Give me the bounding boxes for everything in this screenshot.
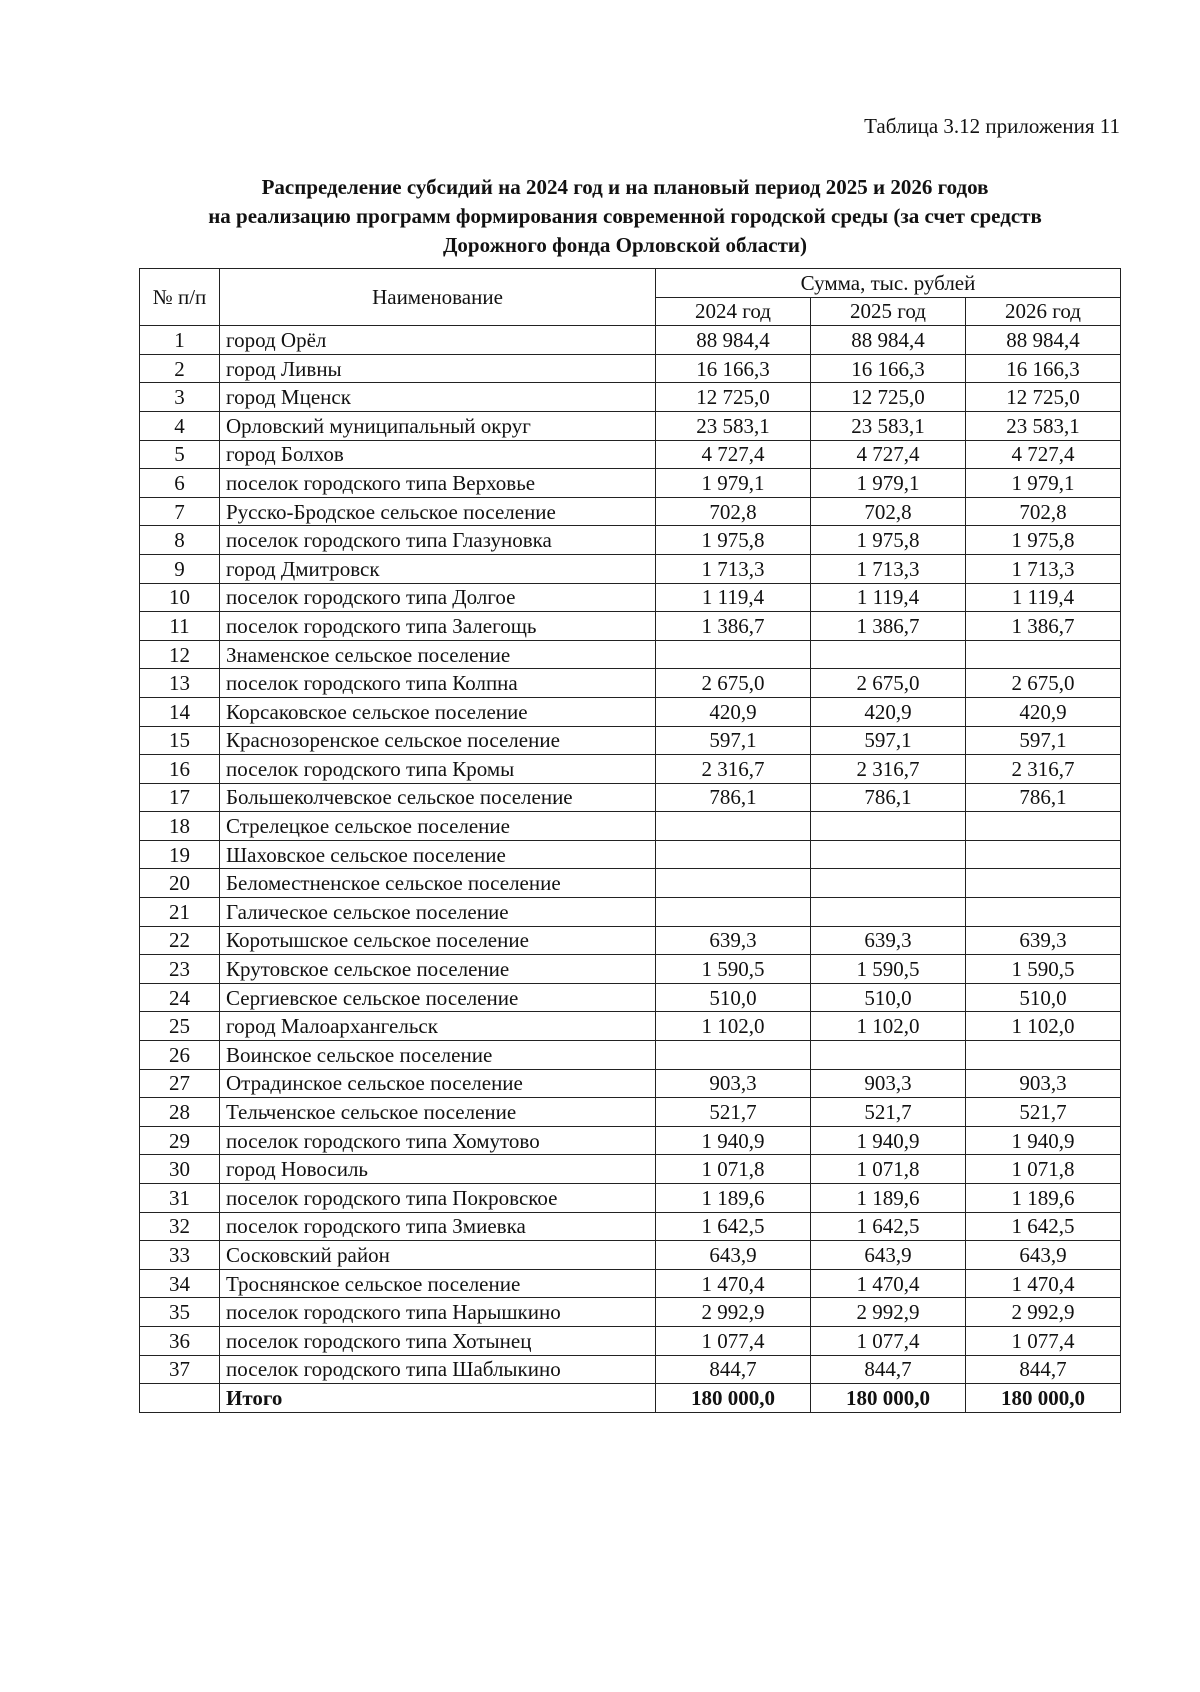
table-row — [140, 497, 1121, 526]
row-number: 35 — [140, 1298, 220, 1327]
row-value-2024: 786,1 — [656, 783, 811, 812]
row-value-2025 — [811, 1041, 966, 1070]
row-name: Отрадинское сельское поселение — [220, 1069, 656, 1098]
table-row — [140, 612, 1121, 641]
row-value-2024: 643,9 — [656, 1241, 811, 1270]
total-row — [140, 1384, 1121, 1413]
row-value-2025: 639,3 — [811, 926, 966, 955]
table-row — [140, 1041, 1121, 1070]
row-name: поселок городского типа Долгое — [220, 583, 656, 612]
row-name: Краснозоренское сельское поселение — [220, 726, 656, 755]
row-number: 3 — [140, 383, 220, 412]
row-number: 7 — [140, 497, 220, 526]
row-value-2024: 1 642,5 — [656, 1212, 811, 1241]
table-row — [140, 326, 1121, 355]
row-value-2026: 420,9 — [966, 697, 1121, 726]
table-row — [140, 955, 1121, 984]
row-value-2026: 12 725,0 — [966, 383, 1121, 412]
total-value-2026: 180 000,0 — [966, 1384, 1121, 1413]
row-value-2026: 88 984,4 — [966, 326, 1121, 355]
row-value-2026: 16 166,3 — [966, 354, 1121, 383]
row-number: 13 — [140, 669, 220, 698]
row-number: 21 — [140, 898, 220, 927]
total-value-2024: 180 000,0 — [656, 1384, 811, 1413]
table-row — [140, 440, 1121, 469]
row-value-2026: 702,8 — [966, 497, 1121, 526]
row-value-2025: 786,1 — [811, 783, 966, 812]
table-row — [140, 869, 1121, 898]
row-name: Коротышское сельское поселение — [220, 926, 656, 955]
header-sum: Сумма, тыс. рублей — [656, 269, 1121, 298]
row-number: 5 — [140, 440, 220, 469]
row-value-2026: 4 727,4 — [966, 440, 1121, 469]
row-number: 27 — [140, 1069, 220, 1098]
table-row — [140, 554, 1121, 583]
row-value-2024: 510,0 — [656, 983, 811, 1012]
row-value-2025: 521,7 — [811, 1098, 966, 1127]
row-value-2026: 510,0 — [966, 983, 1121, 1012]
row-value-2025: 420,9 — [811, 697, 966, 726]
row-name: поселок городского типа Хомутово — [220, 1126, 656, 1155]
table-reference: Таблица 3.12 приложения 11 — [864, 114, 1120, 138]
row-value-2025: 88 984,4 — [811, 326, 966, 355]
row-value-2024: 16 166,3 — [656, 354, 811, 383]
row-number: 19 — [140, 840, 220, 869]
table-row — [140, 383, 1121, 412]
row-number: 22 — [140, 926, 220, 955]
row-value-2024: 1 071,8 — [656, 1155, 811, 1184]
table-body — [140, 326, 1121, 1413]
total-number — [140, 1384, 220, 1413]
row-number: 9 — [140, 554, 220, 583]
table-row — [140, 1212, 1121, 1241]
row-name: поселок городского типа Шаблыкино — [220, 1355, 656, 1384]
row-value-2025: 2 316,7 — [811, 755, 966, 784]
title-line: на реализацию программ формирования современной городской среды (за счет средств — [208, 204, 1042, 228]
row-name: поселок городского типа Кромы — [220, 755, 656, 784]
row-value-2025: 1 975,8 — [811, 526, 966, 555]
row-name: поселок городского типа Покровское — [220, 1184, 656, 1213]
row-number: 23 — [140, 955, 220, 984]
row-value-2026: 2 675,0 — [966, 669, 1121, 698]
row-number: 11 — [140, 612, 220, 641]
row-number: 10 — [140, 583, 220, 612]
header-year-2026: 2026 год — [966, 297, 1121, 326]
table-row — [140, 526, 1121, 555]
row-number: 29 — [140, 1126, 220, 1155]
row-value-2024: 1 386,7 — [656, 612, 811, 641]
row-value-2024: 597,1 — [656, 726, 811, 755]
table-row — [140, 583, 1121, 612]
row-value-2026 — [966, 869, 1121, 898]
row-value-2026: 1 975,8 — [966, 526, 1121, 555]
table-row — [140, 669, 1121, 698]
row-value-2026: 1 119,4 — [966, 583, 1121, 612]
row-value-2024 — [656, 869, 811, 898]
row-value-2026 — [966, 840, 1121, 869]
row-value-2025: 597,1 — [811, 726, 966, 755]
row-value-2026: 1 386,7 — [966, 612, 1121, 641]
row-value-2024 — [656, 640, 811, 669]
title-line: Дорожного фонда Орловской области) — [442, 233, 808, 257]
row-value-2025: 1 979,1 — [811, 469, 966, 498]
row-value-2026: 1 940,9 — [966, 1126, 1121, 1155]
row-name: Воинское сельское поселение — [220, 1041, 656, 1070]
row-name: Галическое сельское поселение — [220, 898, 656, 927]
row-name: Крутовское сельское поселение — [220, 955, 656, 984]
table-row — [140, 1126, 1121, 1155]
subsidy-table — [139, 268, 1121, 1413]
row-number: 37 — [140, 1355, 220, 1384]
row-value-2024: 1 102,0 — [656, 1012, 811, 1041]
row-value-2025: 1 071,8 — [811, 1155, 966, 1184]
row-value-2024: 903,3 — [656, 1069, 811, 1098]
row-value-2025: 23 583,1 — [811, 411, 966, 440]
row-number: 6 — [140, 469, 220, 498]
row-value-2024: 1 590,5 — [656, 955, 811, 984]
table-row — [140, 411, 1121, 440]
row-value-2024: 4 727,4 — [656, 440, 811, 469]
row-number: 14 — [140, 697, 220, 726]
row-name: Стрелецкое сельское поселение — [220, 812, 656, 841]
row-value-2024: 2 992,9 — [656, 1298, 811, 1327]
row-value-2026: 1 979,1 — [966, 469, 1121, 498]
row-value-2026: 639,3 — [966, 926, 1121, 955]
table-row — [140, 1184, 1121, 1213]
row-name: поселок городского типа Верховье — [220, 469, 656, 498]
table-row — [140, 1326, 1121, 1355]
row-value-2026: 1 102,0 — [966, 1012, 1121, 1041]
row-value-2025: 4 727,4 — [811, 440, 966, 469]
row-value-2024: 844,7 — [656, 1355, 811, 1384]
header-year-2025: 2025 год — [811, 297, 966, 326]
row-value-2025 — [811, 898, 966, 927]
row-number: 24 — [140, 983, 220, 1012]
row-value-2025: 844,7 — [811, 1355, 966, 1384]
row-number: 33 — [140, 1241, 220, 1270]
row-value-2025: 903,3 — [811, 1069, 966, 1098]
row-name: город Болхов — [220, 440, 656, 469]
table-row — [140, 1098, 1121, 1127]
header-row — [140, 269, 1121, 298]
row-name: Русско-Бродское сельское поселение — [220, 497, 656, 526]
row-value-2026: 1 071,8 — [966, 1155, 1121, 1184]
row-value-2026 — [966, 1041, 1121, 1070]
row-value-2026: 2 992,9 — [966, 1298, 1121, 1327]
row-name: Троснянское сельское поселение — [220, 1269, 656, 1298]
row-value-2026: 903,3 — [966, 1069, 1121, 1098]
header-year-2024: 2024 год — [656, 297, 811, 326]
row-value-2026 — [966, 640, 1121, 669]
row-value-2025: 1 940,9 — [811, 1126, 966, 1155]
row-value-2026: 597,1 — [966, 726, 1121, 755]
table-row — [140, 469, 1121, 498]
row-value-2024: 1 975,8 — [656, 526, 811, 555]
row-value-2026: 1 470,4 — [966, 1269, 1121, 1298]
row-value-2024: 639,3 — [656, 926, 811, 955]
row-value-2024: 23 583,1 — [656, 411, 811, 440]
row-value-2024: 1 713,3 — [656, 554, 811, 583]
row-value-2025: 1 119,4 — [811, 583, 966, 612]
row-value-2026: 23 583,1 — [966, 411, 1121, 440]
row-value-2025 — [811, 640, 966, 669]
table-row — [140, 812, 1121, 841]
row-number: 36 — [140, 1326, 220, 1355]
title-line: Распределение субсидий на 2024 год и на плановый период 2025 и 2026 годов — [261, 175, 989, 199]
table-row — [140, 1012, 1121, 1041]
row-value-2024 — [656, 1041, 811, 1070]
row-value-2024: 1 940,9 — [656, 1126, 811, 1155]
row-name: Беломестненское сельское поселение — [220, 869, 656, 898]
row-name: город Ливны — [220, 354, 656, 383]
table-row — [140, 926, 1121, 955]
row-name: город Мценск — [220, 383, 656, 412]
row-value-2026: 844,7 — [966, 1355, 1121, 1384]
row-value-2024: 12 725,0 — [656, 383, 811, 412]
table-row — [140, 354, 1121, 383]
row-value-2026: 1 077,4 — [966, 1326, 1121, 1355]
row-number: 18 — [140, 812, 220, 841]
row-value-2024: 1 077,4 — [656, 1326, 811, 1355]
row-name: поселок городского типа Нарышкино — [220, 1298, 656, 1327]
row-name: Тельченское сельское поселение — [220, 1098, 656, 1127]
row-number: 32 — [140, 1212, 220, 1241]
row-number: 30 — [140, 1155, 220, 1184]
header-number: № п/п — [140, 269, 220, 326]
table-row — [140, 898, 1121, 927]
row-number: 12 — [140, 640, 220, 669]
total-label: Итого — [220, 1384, 656, 1413]
row-value-2025: 1 470,4 — [811, 1269, 966, 1298]
row-name: поселок городского типа Хотынец — [220, 1326, 656, 1355]
table-row — [140, 1269, 1121, 1298]
row-value-2025: 12 725,0 — [811, 383, 966, 412]
row-value-2025: 2 675,0 — [811, 669, 966, 698]
table-row — [140, 640, 1121, 669]
row-name: Корсаковское сельское поселение — [220, 697, 656, 726]
row-number: 1 — [140, 326, 220, 355]
header-name: Наименование — [220, 269, 656, 326]
table-row — [140, 983, 1121, 1012]
row-name: город Новосиль — [220, 1155, 656, 1184]
row-name: Знаменское сельское поселение — [220, 640, 656, 669]
row-value-2024: 88 984,4 — [656, 326, 811, 355]
row-value-2024: 702,8 — [656, 497, 811, 526]
row-value-2025: 1 386,7 — [811, 612, 966, 641]
row-name: поселок городского типа Залегощь — [220, 612, 656, 641]
row-name: город Орёл — [220, 326, 656, 355]
row-name: Орловский муниципальный округ — [220, 411, 656, 440]
row-value-2026: 1 713,3 — [966, 554, 1121, 583]
row-value-2026: 786,1 — [966, 783, 1121, 812]
row-number: 25 — [140, 1012, 220, 1041]
row-value-2025: 1 189,6 — [811, 1184, 966, 1213]
row-value-2024: 1 979,1 — [656, 469, 811, 498]
table-row — [140, 1298, 1121, 1327]
row-name: Сосковский район — [220, 1241, 656, 1270]
row-number: 17 — [140, 783, 220, 812]
row-number: 15 — [140, 726, 220, 755]
table-row — [140, 755, 1121, 784]
table-row — [140, 840, 1121, 869]
row-value-2024: 521,7 — [656, 1098, 811, 1127]
row-number: 34 — [140, 1269, 220, 1298]
row-value-2026: 521,7 — [966, 1098, 1121, 1127]
row-value-2024: 2 316,7 — [656, 755, 811, 784]
row-number: 31 — [140, 1184, 220, 1213]
row-value-2025: 702,8 — [811, 497, 966, 526]
total-value-2025: 180 000,0 — [811, 1384, 966, 1413]
row-number: 28 — [140, 1098, 220, 1127]
row-number: 26 — [140, 1041, 220, 1070]
row-value-2025: 1 102,0 — [811, 1012, 966, 1041]
row-name: поселок городского типа Глазуновка — [220, 526, 656, 555]
row-number: 8 — [140, 526, 220, 555]
row-name: Большеколчевское сельское поселение — [220, 783, 656, 812]
row-name: Сергиевское сельское поселение — [220, 983, 656, 1012]
row-value-2024: 1 189,6 — [656, 1184, 811, 1213]
row-value-2025 — [811, 840, 966, 869]
row-value-2025: 643,9 — [811, 1241, 966, 1270]
row-value-2024 — [656, 898, 811, 927]
table-row — [140, 1241, 1121, 1270]
row-number: 20 — [140, 869, 220, 898]
row-value-2026: 1 189,6 — [966, 1184, 1121, 1213]
row-value-2025: 510,0 — [811, 983, 966, 1012]
table-row — [140, 1155, 1121, 1184]
row-number: 2 — [140, 354, 220, 383]
row-number: 16 — [140, 755, 220, 784]
table-row — [140, 726, 1121, 755]
table-row — [140, 1355, 1121, 1384]
row-value-2025: 1 590,5 — [811, 955, 966, 984]
row-value-2024: 2 675,0 — [656, 669, 811, 698]
row-value-2026 — [966, 898, 1121, 927]
row-value-2025: 1 077,4 — [811, 1326, 966, 1355]
row-value-2024: 420,9 — [656, 697, 811, 726]
row-value-2025 — [811, 869, 966, 898]
row-value-2025 — [811, 812, 966, 841]
row-value-2026: 1 590,5 — [966, 955, 1121, 984]
row-name: поселок городского типа Колпна — [220, 669, 656, 698]
row-value-2026: 1 642,5 — [966, 1212, 1121, 1241]
row-name: поселок городского типа Змиевка — [220, 1212, 656, 1241]
row-value-2026: 643,9 — [966, 1241, 1121, 1270]
row-value-2025: 1 713,3 — [811, 554, 966, 583]
row-name: город Дмитровск — [220, 554, 656, 583]
table-row — [140, 1069, 1121, 1098]
row-value-2024: 1 119,4 — [656, 583, 811, 612]
row-value-2024 — [656, 840, 811, 869]
row-value-2026 — [966, 812, 1121, 841]
row-name: город Малоархангельск — [220, 1012, 656, 1041]
table-row — [140, 783, 1121, 812]
row-name: Шаховское сельское поселение — [220, 840, 656, 869]
row-value-2024: 1 470,4 — [656, 1269, 811, 1298]
row-number: 4 — [140, 411, 220, 440]
row-value-2025: 16 166,3 — [811, 354, 966, 383]
row-value-2026: 2 316,7 — [966, 755, 1121, 784]
document-title — [130, 173, 1120, 260]
table-row — [140, 697, 1121, 726]
row-value-2024 — [656, 812, 811, 841]
row-value-2025: 1 642,5 — [811, 1212, 966, 1241]
row-value-2025: 2 992,9 — [811, 1298, 966, 1327]
